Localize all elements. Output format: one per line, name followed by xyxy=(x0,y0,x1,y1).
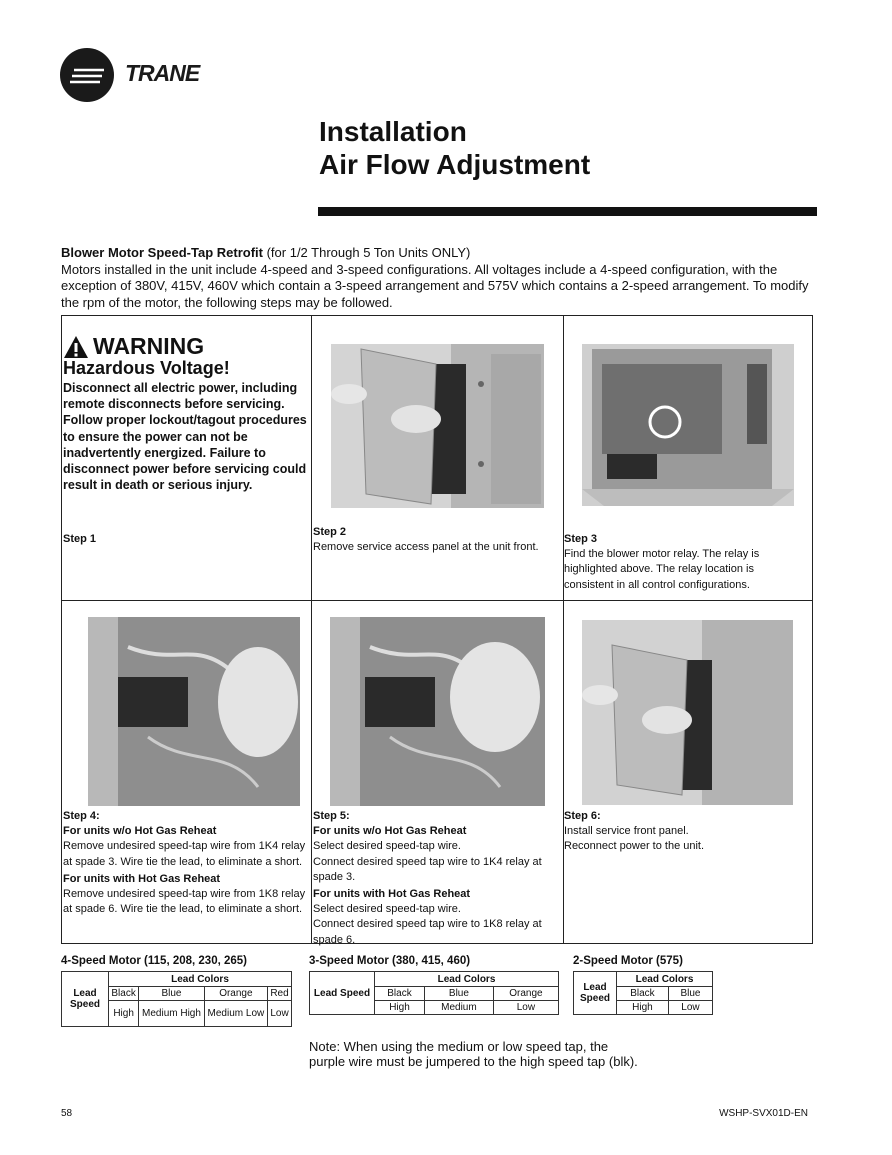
color-cell: Orange xyxy=(493,987,558,1001)
step-4-caption xyxy=(63,809,309,917)
step-5-photo xyxy=(330,617,545,806)
steps-grid xyxy=(61,315,813,944)
step-2-photo xyxy=(331,344,544,508)
table-4-speed-title: 4-Speed Motor (115, 208, 230, 265) xyxy=(61,955,248,967)
step-5-b-heading: For units with Hot Gas Reheat xyxy=(313,888,471,901)
speed-cell: Medium xyxy=(424,1001,493,1015)
step-4-b-heading: For units with Hot Gas Reheat xyxy=(63,872,221,885)
intro-heading: Blower Motor Speed-Tap Retrofit xyxy=(61,245,263,260)
document-id: WSHP-SVX01D-EN xyxy=(719,1108,808,1119)
step-5-b-line2: Connect desired speed tap wire to 1K8 relay at spade 6. xyxy=(313,918,542,946)
table-2-speed xyxy=(573,971,713,1015)
grid-divider xyxy=(62,600,812,601)
logo-stripes-icon xyxy=(70,66,106,86)
step-2-label: Step 2 xyxy=(313,526,347,538)
color-cell: Blue xyxy=(424,987,493,1001)
warning-heading xyxy=(63,333,311,360)
table-3-speed xyxy=(309,971,559,1015)
color-cell: Blue xyxy=(139,987,205,1001)
speed-cell: Low xyxy=(268,1001,292,1027)
color-cell: Blue xyxy=(668,987,712,1001)
lead-speed-header: Lead Speed xyxy=(62,972,109,1027)
speed-cell: High xyxy=(617,1001,669,1015)
speed-cell: Medium High xyxy=(139,1001,205,1027)
title-line-1: Installation xyxy=(319,116,467,147)
step-2-caption xyxy=(313,525,553,555)
step-5-label: Step 5: xyxy=(313,810,350,822)
speed-cell: Medium Low xyxy=(204,1001,267,1027)
step-5-a-heading: For units w/o Hot Gas Reheat xyxy=(313,825,467,838)
color-cell: Orange xyxy=(204,987,267,1001)
page-number: 58 xyxy=(61,1108,73,1119)
step-5-a-line2: Connect desired speed tap wire to 1K4 relay at spade 3. xyxy=(313,855,542,883)
step-5-caption xyxy=(313,809,559,948)
page-title xyxy=(319,115,590,181)
table-4-speed xyxy=(61,971,292,1027)
step-6-label: Step 6: xyxy=(564,810,601,822)
step-3-photo xyxy=(582,344,794,506)
title-rule xyxy=(318,207,817,216)
intro-heading-note: (for 1/2 Through 5 Ton Units ONLY) xyxy=(262,245,471,260)
table-2-speed-title: 2-Speed Motor (575) xyxy=(573,955,683,967)
lead-colors-header: Lead Colors xyxy=(109,972,292,987)
warning-text: Disconnect all electric power, including remote disconnects before servicing. Follow proper lockout/tagout procedures to ensure the power can not be inadvertently energized. Failure to disconnect power before servicing could result in death or serious injury. xyxy=(63,381,307,493)
note-line-1: Note: When using the medium or low speed tap, the xyxy=(309,1039,609,1054)
intro-body: Motors installed in the unit include 4-speed and 3-speed configurations. All voltages include a 4-speed configuration, with the exception of 380V, 415V, 460V which contain a 3-speed arrangement and 575V which contains a 2-speed arrangement. To modify the rpm of the motor, the following steps may be followed. xyxy=(61,261,809,310)
step-6-line2: Reconnect power to the unit. xyxy=(564,840,705,853)
step-5-a-line1: Select desired speed-tap wire. xyxy=(313,840,461,853)
color-cell: Black xyxy=(617,987,669,1001)
step-4-label: Step 4: xyxy=(63,810,100,822)
lead-colors-header: Lead Colors xyxy=(375,972,559,987)
step-4-a-heading: For units w/o Hot Gas Reheat xyxy=(63,825,217,838)
color-cell: Black xyxy=(375,987,425,1001)
speed-cell: High xyxy=(375,1001,425,1015)
warning-label: WARNING xyxy=(93,333,205,359)
warning-triangle-icon xyxy=(63,335,89,359)
step-3-label: Step 3 xyxy=(564,533,598,545)
lead-speed-header: Lead Speed xyxy=(574,972,617,1015)
color-cell: Red xyxy=(268,987,292,1001)
step-4-a-text: Remove undesired speed-tap wire from 1K4 relay at spade 3. Wire tie the lead, to eliminate a short. xyxy=(63,840,306,868)
note-line-2: purple wire must be jumpered to the high speed tap (blk). xyxy=(309,1054,638,1069)
step-6-line1: Install service front panel. xyxy=(564,825,689,838)
speed-cell: Low xyxy=(493,1001,558,1015)
step-4-photo xyxy=(88,617,300,806)
step-2-text: Remove service access panel at the unit front. xyxy=(313,541,539,554)
brand-name: TRANE xyxy=(125,60,200,86)
intro-paragraph xyxy=(61,245,821,311)
step-3-caption xyxy=(564,532,804,593)
title-line-2: Air Flow Adjustment xyxy=(319,149,591,180)
step-1-label: Step 1 xyxy=(63,533,97,545)
lead-speed-header: Lead Speed xyxy=(310,972,375,1015)
note-text xyxy=(309,1039,638,1069)
color-cell: Black xyxy=(109,987,139,1001)
grid-divider xyxy=(311,316,312,943)
step-6-caption xyxy=(564,809,804,855)
table-3-speed-title: 3-Speed Motor (380, 415, 460) xyxy=(309,955,471,967)
step-4-b-text: Remove undesired speed-tap wire from 1K8 relay at spade 6. Wire tie the lead, to eliminate a short. xyxy=(63,888,306,916)
warning-subtitle: Hazardous Voltage! xyxy=(63,358,230,378)
step-5-b-line1: Select desired speed-tap wire. xyxy=(313,903,461,916)
step-1-caption xyxy=(63,532,96,547)
warning-box xyxy=(63,333,311,493)
speed-cell: Low xyxy=(668,1001,712,1015)
step-6-photo xyxy=(582,620,793,805)
step-3-text: Find the blower motor relay. The relay is highlighted above. The relay location is consistent in all control configurations. xyxy=(564,548,760,591)
lead-colors-header: Lead Colors xyxy=(617,972,713,987)
speed-cell: High xyxy=(109,1001,139,1027)
